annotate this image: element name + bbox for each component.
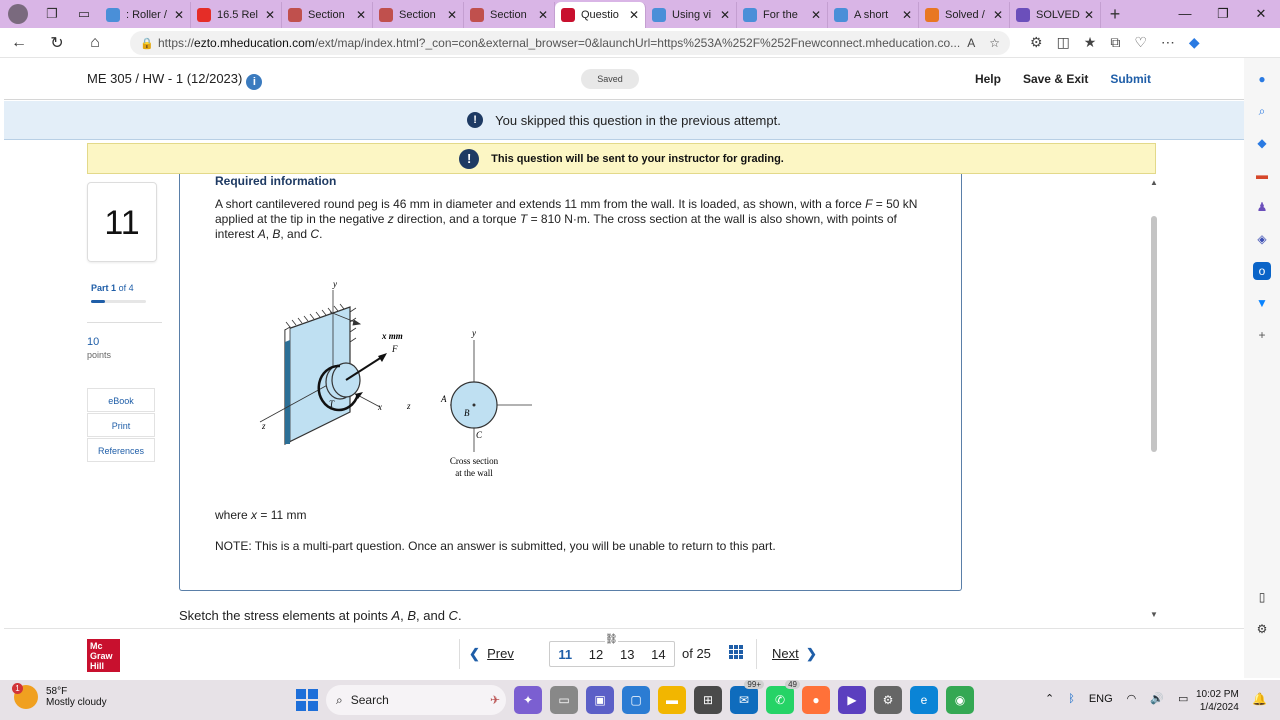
desc-var-t: T [519, 212, 528, 226]
weather-badge: 1 [12, 683, 23, 694]
points-block [87, 336, 111, 360]
prev-label: Prev [487, 646, 514, 661]
part-of: of 4 [118, 283, 134, 293]
chevron-left-icon: ❮ [469, 646, 480, 661]
edge-sidebar [1244, 58, 1280, 678]
close-tab-icon[interactable]: ✕ [537, 8, 548, 22]
read-aloud-icon[interactable]: A [967, 36, 976, 50]
references-button[interactable]: References [87, 438, 155, 462]
skipped-banner [4, 101, 1244, 140]
question-footer [4, 628, 1244, 678]
section-caption-2: at the wall [455, 468, 493, 478]
taskbar-apps [296, 680, 974, 715]
figure-label-x-mm: x mm [382, 331, 403, 341]
workspaces-icon[interactable]: ❐ [46, 6, 58, 21]
where-statement [215, 508, 307, 522]
time: 10:02 PM [1196, 689, 1239, 700]
page-selector [549, 634, 675, 667]
prompt-var-b: B [407, 608, 417, 623]
windows-start-icon[interactable] [296, 689, 318, 711]
divider [87, 322, 162, 323]
chevron-up-icon[interactable]: ⌃ [1045, 693, 1055, 705]
battery-icon[interactable]: ▭ [1177, 693, 1189, 705]
search-highlight-icon: ✈ [489, 693, 500, 707]
close-tab-icon[interactable]: ✕ [901, 8, 912, 22]
teams-icon[interactable]: ▣ [586, 686, 614, 714]
assignment-header [4, 58, 1244, 100]
minimize-icon[interactable]: — [1178, 6, 1192, 21]
search-label: Search [350, 693, 389, 707]
drop-icon[interactable]: ▼ [1256, 296, 1268, 310]
problem-description [215, 197, 925, 242]
pdf-icon [470, 8, 484, 22]
toolbox-icon[interactable]: ▬ [1256, 168, 1268, 182]
tab-title: Solved / [945, 9, 985, 21]
wifi-icon[interactable]: ◠ [1126, 693, 1137, 705]
where-value: = 11 mm [257, 508, 307, 522]
browser-tab[interactable] [1010, 2, 1101, 28]
url-actions [967, 36, 1010, 50]
close-tab-icon[interactable]: ✕ [355, 8, 366, 22]
section-label-y: y [472, 328, 476, 338]
outlook-icon[interactable]: o [1253, 262, 1271, 280]
section-label-a: A [441, 394, 447, 404]
close-tab-icon[interactable]: ✕ [446, 8, 457, 22]
restore-icon[interactable]: ❐ [1217, 6, 1229, 21]
taskbar-search[interactable] [326, 685, 506, 715]
mail-icon[interactable]: ✉ 99+ [730, 686, 758, 714]
next-label: Next [772, 646, 799, 661]
assignment-page [4, 58, 1244, 678]
tab-title: Section [308, 9, 345, 21]
page-11[interactable]: 11 [558, 646, 573, 662]
whatsapp-badge: 49 [785, 680, 800, 689]
section-label-c: C [476, 430, 483, 440]
desc-var-a: A [257, 227, 266, 241]
figure-label-x: x [378, 402, 382, 412]
saved-badge: Saved [581, 69, 639, 89]
system-tray [1045, 692, 1188, 705]
tab-actions-icon[interactable]: ▭ [77, 6, 91, 21]
search-sidebar-icon[interactable]: ⌕ [1258, 103, 1266, 118]
next-button[interactable] [772, 646, 817, 662]
submit-link[interactable]: Submit [1110, 72, 1151, 86]
alert-icon: ! [459, 149, 479, 169]
desc-text: . [319, 227, 323, 241]
close-tab-icon[interactable]: ✕ [628, 8, 639, 22]
chegg-icon [925, 8, 939, 22]
browser-tab[interactable] [646, 2, 737, 28]
tab-title: 16.5 Rel [217, 9, 258, 21]
games-icon[interactable]: ♟ [1256, 200, 1268, 214]
section-label-b: B [464, 408, 470, 418]
where-prefix: where [215, 508, 252, 522]
extensions-icon[interactable]: ⚙ [1030, 34, 1043, 50]
split-screen-icon[interactable]: ◫ [1056, 34, 1070, 50]
copilot-app-icon[interactable]: ✦ [514, 686, 542, 714]
link-icon: ⛓ [605, 634, 618, 645]
scroll-thumb[interactable] [1151, 216, 1157, 452]
scroll-down-arrow-icon[interactable]: ▼ [1150, 610, 1158, 619]
instructor-notice-text: This question will be sent to your instructor for grading. [491, 152, 784, 165]
clock[interactable] [1196, 688, 1239, 714]
tab-title: Using vi [672, 9, 712, 21]
close-tab-icon[interactable]: ✕ [173, 8, 184, 22]
page-total: of 25 [682, 646, 711, 661]
info-icon[interactable]: i [246, 74, 262, 90]
problem-figure [240, 279, 600, 482]
browser-tab[interactable] [282, 2, 373, 28]
search-icon: ⌕ [336, 692, 343, 707]
browser-tab[interactable] [464, 2, 555, 28]
where-var: x [251, 508, 258, 522]
search-icon [106, 8, 120, 22]
media-player-icon[interactable]: ▶ [838, 686, 866, 714]
question-prompt [179, 608, 462, 623]
url-prefix: https:// [158, 36, 195, 50]
section-caption-1: Cross section [449, 456, 499, 466]
figure-label-y: y [333, 279, 337, 289]
browser-tab[interactable] [373, 2, 464, 28]
browser-tab[interactable] [919, 2, 1010, 28]
multipart-note: NOTE: This is a multi-part question. Once an answer is submitted, you will be unable to return to this part. [215, 539, 776, 553]
required-info-box [179, 174, 962, 591]
assignment-title-text: ME 305 / HW - 1 (12/2023) [87, 71, 243, 86]
tab-title: A short [854, 9, 889, 21]
page-14[interactable]: 14 [651, 646, 666, 662]
points-label: points [87, 350, 112, 360]
close-tab-icon[interactable]: ✕ [810, 8, 821, 22]
numerade-icon [1016, 8, 1030, 22]
refresh-icon[interactable]: ↻ [50, 34, 64, 52]
help-link[interactable]: Help [974, 72, 1001, 86]
bluetooth-icon[interactable]: ᛒ [1068, 692, 1075, 705]
desc-text: , and [280, 227, 311, 241]
skipped-message: You skipped this question in the previous attempt. [495, 112, 781, 128]
store-icon[interactable]: ⊞ [694, 686, 722, 714]
browser-tab[interactable] [555, 2, 646, 28]
close-tab-icon[interactable]: ✕ [264, 8, 275, 22]
sidebar-layout-icon[interactable]: ▯ [1258, 590, 1266, 604]
tab-title: For the [763, 9, 798, 21]
header-actions [975, 72, 1151, 86]
prompt-var-a: A [391, 608, 401, 623]
cross-section-drawing [450, 340, 532, 452]
close-window-icon[interactable]: ✕ [1255, 6, 1267, 21]
url-field[interactable] [130, 31, 1010, 55]
favorite-star-icon[interactable]: ☆ [989, 36, 1000, 50]
toolbar-icons [1030, 34, 1200, 51]
divider [459, 639, 460, 669]
part-progress-bar [91, 300, 146, 303]
prev-button[interactable] [469, 646, 514, 662]
window-app-icon[interactable]: ▢ [622, 686, 650, 714]
desc-text: A short cantilevered round peg is 46 mm in diameter and extends 11 mm from the wall. It is loaded, as shown, with a force [215, 197, 866, 211]
mail-badge: 99+ [744, 680, 764, 689]
prompt-text: , [400, 608, 408, 623]
mcgraw-hill-logo [87, 639, 120, 672]
youtube-icon [197, 8, 211, 22]
whatsapp-icon[interactable]: ✆ 49 [766, 686, 794, 714]
new-tab-button[interactable]: + [1109, 3, 1121, 24]
tab-title: : Roller / [126, 9, 167, 21]
avatar-icon [8, 4, 28, 24]
desc-text: direction, and a torque [393, 212, 520, 226]
mcgraw-icon [561, 8, 575, 22]
copilot-icon[interactable]: ◆ [1188, 34, 1200, 50]
logo-line: Hill [90, 661, 105, 671]
settings-gear-icon[interactable]: ⚙ [1256, 622, 1268, 636]
browser-essentials-icon[interactable]: ♡ [1134, 34, 1147, 50]
chevron-right-icon: ❯ [805, 646, 817, 661]
weather-icon [14, 685, 38, 709]
profile-avatar[interactable] [0, 0, 36, 28]
alert-icon: ! [467, 112, 483, 128]
content-scrollbar[interactable] [1148, 178, 1160, 623]
part-indicator [91, 283, 134, 293]
temperature: 58°F [46, 686, 68, 697]
browser-tab[interactable] [828, 2, 919, 28]
edge-icon[interactable]: e [910, 686, 938, 714]
search-icon [652, 8, 666, 22]
task-view-icon[interactable]: ▭ [550, 686, 578, 714]
back-icon[interactable]: ← [11, 33, 27, 51]
prompt-var-c: C [448, 608, 458, 623]
tab-strip [100, 0, 1101, 28]
divider [756, 639, 757, 669]
url-host: ezto.mheducation.com [194, 36, 315, 50]
browser-tab-bar [0, 0, 1280, 28]
desc-var-f: F [865, 197, 873, 211]
question-number: 11 [87, 182, 157, 262]
language-indicator[interactable]: ENG [1088, 692, 1113, 705]
prompt-text: . [457, 608, 462, 623]
assignment-title [87, 71, 262, 90]
tab-title: Section [490, 9, 527, 21]
bell-icon[interactable]: ● [1258, 72, 1266, 86]
windows-taskbar [0, 680, 1280, 720]
tab-title: SOLVED [1036, 9, 1080, 21]
ebook-button[interactable]: eBook [87, 388, 155, 412]
tab-title: Questio [581, 9, 619, 21]
figure-label-f: F [392, 344, 398, 354]
volume-icon[interactable]: 🔊 [1150, 693, 1164, 705]
figure-label-t: T [329, 399, 335, 409]
print-button[interactable]: Print [87, 413, 155, 437]
section-label-z: z [407, 401, 411, 411]
weather-widget[interactable] [14, 685, 107, 709]
scroll-up-arrow-icon[interactable]: ▲ [1150, 178, 1158, 187]
page-12[interactable]: 12 [588, 646, 604, 662]
tag-icon[interactable]: ◆ [1257, 136, 1267, 150]
figure-label-z: z [262, 421, 266, 431]
close-tab-icon[interactable]: ✕ [719, 8, 730, 22]
desc-text: , [265, 227, 273, 241]
part-current: 1 [111, 283, 117, 293]
resource-buttons [87, 388, 155, 463]
bing-icon[interactable]: ◈ [1257, 232, 1267, 246]
browser-tab[interactable] [737, 2, 828, 28]
points-value: 10 [87, 336, 100, 348]
favorites-icon[interactable]: ★ [1083, 34, 1097, 50]
url-path: /ext/map/index.html?_con=con&external_browser=0&launchUrl=https%253A%252F%252Fnewconnect.mheducation.co... [314, 36, 961, 50]
part-label: Part [91, 283, 109, 293]
browser-tab[interactable] [100, 2, 191, 28]
browser-tab[interactable] [191, 2, 282, 28]
instructor-notice [87, 143, 1156, 174]
prompt-text: , and [416, 608, 449, 623]
add-sidebar-icon[interactable]: + [1258, 328, 1266, 342]
window-controls [1166, 6, 1280, 22]
desc-var-b: B [272, 227, 281, 241]
close-tab-icon[interactable]: ✕ [1083, 8, 1094, 22]
file-explorer-icon[interactable]: ▬ [658, 686, 686, 714]
part-progress-fill [91, 300, 105, 303]
pdf-icon [379, 8, 393, 22]
settings-icon[interactable]: ⚙ [874, 686, 902, 714]
pdf-icon [288, 8, 302, 22]
collections-icon[interactable]: ⧉ [1110, 34, 1121, 50]
tab-title: Section [399, 9, 436, 21]
close-tab-icon[interactable]: ✕ [992, 8, 1003, 22]
firefox-icon[interactable]: ● [802, 686, 830, 714]
desc-text: = 50 kN applied at the tip in the negative [215, 197, 918, 226]
notification-bell-icon[interactable]: 🔔 [1252, 692, 1267, 706]
address-bar-row [0, 28, 1280, 58]
more-icon[interactable]: ⋯ [1160, 34, 1175, 50]
home-icon[interactable]: ⌂ [90, 33, 100, 51]
desc-text: = 810 N·m. The cross section at the wall is also shown, with points of interest [215, 212, 897, 241]
search-icon [743, 8, 757, 22]
desc-var-z: z [387, 212, 394, 226]
logo-line: Graw [90, 651, 113, 661]
weather-text: Mostly cloudy [46, 697, 107, 708]
date: 1/4/2024 [1199, 702, 1239, 713]
lock-icon: 🔒 [140, 37, 154, 50]
chrome-icon[interactable]: ◉ [946, 686, 974, 714]
logo-line: Mc [90, 641, 103, 651]
prompt-text: Sketch the stress elements at points [179, 608, 392, 623]
save-exit-link[interactable]: Save & Exit [1022, 72, 1089, 86]
required-info-heading: Required information [215, 174, 337, 188]
grid-view-icon[interactable] [729, 645, 743, 659]
page-13[interactable]: 13 [619, 646, 635, 662]
desc-var-c: C [310, 227, 320, 241]
search-icon [834, 8, 848, 22]
